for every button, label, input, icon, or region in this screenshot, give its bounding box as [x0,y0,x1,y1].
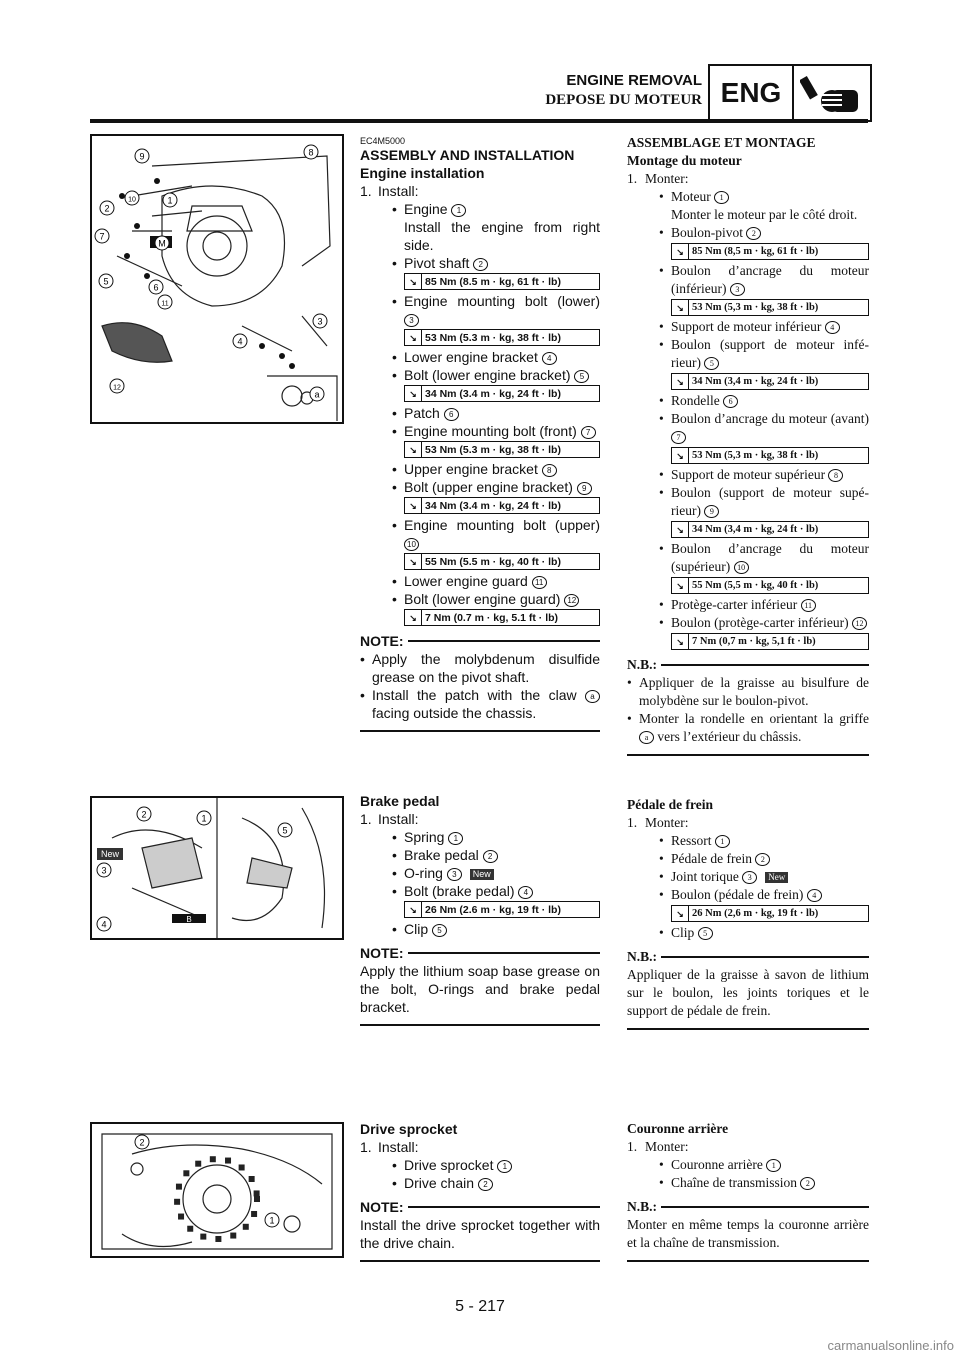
item-text: Drive chain [404,1175,478,1191]
item-text: Drive sprocket [404,1157,498,1173]
item-text: Clip [404,921,433,937]
install-item [627,262,869,298]
callout-number: 7 [671,431,686,444]
callout-number: 10 [734,561,749,574]
torque-wrench-icon: ↘ [405,442,422,457]
torque-value: 7 Nm (0,7 m · kg, 5,1 ft · lb) [692,635,816,647]
callout-number: 6 [444,408,459,421]
torque-spec [404,329,600,346]
claw-callout: a [639,731,654,744]
install-item [627,466,869,484]
assembly-heading-en: ASSEMBLY AND INSTALLATION [360,147,575,163]
torque-value: 26 Nm (2,6 m · kg, 19 ft · lb) [692,907,819,919]
item-text: Couronne arrière [671,1157,767,1172]
callout-label: 5 [282,825,288,836]
notes-fr [627,674,869,746]
torque-wrench-icon: ↘ [672,522,689,537]
item-instruction: Monter le moteur par le côté droit. [671,207,858,222]
torque-wrench-icon: ↘ [672,906,689,921]
step-install-en [360,810,600,828]
item-text: Support de moteur supérieur [671,467,829,482]
install-item [627,188,869,206]
drive-sprocket-heading-en: Drive sprocket [360,1121,458,1137]
callout-number: 2 [755,853,770,866]
torque-value: 34 Nm (3,4 m · kg, 24 ft · lb) [692,375,819,387]
item-text: Boulon (support de moteur infé-rieur) [671,337,869,370]
callout-label: 2 [141,809,147,820]
step-label: Monter: [645,171,689,186]
item-text: Pédale de frein [671,851,756,866]
item-text: Boulon d’ancrage du moteur (avant) [671,411,869,426]
install-item [627,832,869,850]
install-item [627,924,869,942]
brake-pedal-items-fr [627,832,869,942]
item-text: Engine mounting bolt (lower) [404,293,600,309]
callout-number: 1 [766,1159,781,1172]
torque-wrench-icon: ↘ [672,374,689,389]
section2-en [360,792,600,1026]
note-item [360,686,600,722]
item-text: Bolt (lower engine bracket) [404,367,575,383]
item-text: Clip [671,925,698,940]
torque-spec [671,633,869,650]
callout-label: 1 [167,195,173,206]
callout-number: 2 [800,1177,815,1190]
chain-link [195,1161,201,1167]
chain-link [239,1164,245,1170]
note-item: • Apply the molybdenum disulfide grease on the pivot shaft. [360,650,600,686]
callout-number: 10 [404,538,419,551]
callout-number: 3 [404,314,419,327]
torque-value: 53 Nm (5,3 m · kg, 38 ft · lb) [692,301,819,313]
torque-wrench-icon: ↘ [672,634,689,649]
torque-wrench-icon: ↘ [405,610,422,625]
chain-link [183,1170,189,1176]
note-text: Apply the lithium soap base grease on the bolt, O-rings and brake pedal bracket. [360,963,600,1015]
callout-label: 1 [201,813,207,824]
note-text: vers l’extérieur du châssis. [657,729,802,744]
engine-install-items-fr [627,188,869,650]
header-title-fr: DEPOSE DU MOTEUR [545,92,702,108]
callout-number: 3 [447,868,462,881]
note-heading-en [360,1198,600,1216]
install-item [360,864,600,882]
callout-label: M [158,238,166,249]
torque-spec [404,273,600,290]
page-number: 5 - 217 [455,1298,505,1315]
install-item [627,596,869,614]
item-text: Bolt (upper engine bracket) [404,479,577,495]
install-item [360,292,600,328]
section-end-rule [627,1028,869,1030]
item-text: Ressort [671,833,715,848]
install-item [627,410,869,446]
item-text: Boulon (protège-carter inférieur) [671,615,853,630]
callout-number: 1 [497,1160,512,1173]
install-item [360,422,600,440]
item-text: Engine [404,201,452,217]
torque-spec [671,521,869,538]
torque-wrench-icon: ↘ [405,902,422,917]
torque-spec [404,609,600,626]
chain-link [176,1184,182,1190]
torque-wrench-icon: ↘ [672,300,689,315]
callout-label: 10 [128,196,136,204]
drive-sprocket-items-fr [627,1156,869,1192]
callout-label: 9 [139,151,145,162]
callout-label: 2 [104,203,110,214]
item-text: Boulon (pédale de frein) [671,887,807,902]
torque-wrench-icon: ↘ [405,274,422,289]
callout-label: 2 [139,1137,145,1148]
install-item [360,1156,600,1174]
callout-label: 7 [99,231,105,242]
chain-link [225,1158,231,1164]
install-item [627,540,869,576]
install-item [360,516,600,552]
install-item [627,224,869,242]
claw-callout: a [585,690,600,703]
section-end-rule [360,730,600,732]
assembly-heading-fr: ASSEMBLAGE ET MONTAGE [627,135,816,150]
install-item [627,1156,869,1174]
chain-link [230,1233,236,1239]
torque-wrench-icon: ↘ [672,448,689,463]
drive-sprocket-items-en [360,1156,600,1192]
section-end-rule [627,754,869,756]
step-label: Monter: [645,815,689,830]
chain-link [254,1190,260,1196]
note-heading-fr [627,1198,869,1216]
engine-wrench-icon [794,66,870,120]
torque-value: 34 Nm (3.4 m · kg, 24 ft · lb) [425,387,561,400]
brake-pedal-items-en [360,828,600,938]
item-text: O-ring [404,865,447,881]
note-label: NOTE: [360,1199,404,1215]
chain-link [210,1156,216,1162]
note-text: Monter la rondelle en orientant la griffe [639,711,869,726]
install-item [360,846,600,864]
note-label: N.B.: [627,949,657,964]
chain-link [249,1176,255,1182]
torque-value: 26 Nm (2.6 m · kg, 19 ft · lb) [425,903,561,916]
install-item [360,828,600,846]
note-text: Install the drive sprocket together with the drive chain. [360,1217,600,1251]
callout-number: 4 [542,352,557,365]
section3-fr [627,1120,869,1262]
callout-number: 1 [451,204,466,217]
torque-spec [404,497,600,514]
step-label: Monter: [645,1139,689,1154]
note-item [627,710,869,746]
callout-label: 1 [269,1215,275,1226]
item-text: Engine mounting bolt (upper) [404,517,600,533]
step-number: 1. [627,1139,638,1154]
item-text: Boulon-pivot [671,225,747,240]
item-text: Support de moteur inférieur [671,319,825,334]
fig2-new-tag: New [100,849,120,859]
torque-wrench-icon: ↘ [405,498,422,513]
callout-number: 3 [730,283,745,296]
callout-number: 11 [801,599,816,612]
step-install-fr [627,814,869,832]
callout-number: 1 [715,835,730,848]
item-text: Bolt (brake pedal) [404,883,519,899]
drive-sprocket-figure [90,1122,344,1258]
item-text: Chaîne de transmission [671,1175,801,1190]
step-label: Install: [378,1139,419,1155]
header-title-en: ENGINE REMOVAL [566,72,702,89]
step-number: 1. [360,183,372,199]
note-heading-fr [627,948,869,966]
item-text: Spring [404,829,449,845]
item-text: Upper engine bracket [404,461,542,477]
callout-number: 12 [852,617,867,630]
item-text: Pivot shaft [404,255,474,271]
callout-number: 4 [807,889,822,902]
note-text: Monter en même temps la couronne arrière et la chaîne de transmission. [627,1217,869,1250]
item-text: Patch [404,405,444,421]
callout-label: 5 [103,276,109,287]
callout-number: 5 [698,927,713,940]
torque-value: 85 Nm (8,5 m · kg, 61 ft · lb) [692,245,819,257]
callout-number: 4 [825,321,840,334]
item-text: Rondelle [671,393,724,408]
torque-spec [404,385,600,402]
chain-link [254,1196,260,1202]
callout-label: a [314,389,320,400]
step-number: 1. [360,1139,372,1155]
callout-number: 3 [742,871,757,884]
chain-link [243,1224,249,1230]
install-item [627,868,869,886]
section3-en [360,1120,600,1262]
engine-installation-figure [90,134,344,424]
install-item [627,1174,869,1192]
drive-sprocket-diagram [92,1124,342,1256]
note-item: • Appliquer de la graisse au bisulfure de molybdène sur le boulon-pivot. [627,674,869,710]
callout-label: 8 [308,147,314,158]
callout-number: 6 [723,395,738,408]
callout-label: 12 [113,384,121,392]
callout-label: 6 [153,282,159,293]
item-text: Lower engine guard [404,573,532,589]
note-label: NOTE: [360,945,404,961]
callout-number: 1 [448,832,463,845]
step-label: Install: [378,811,419,827]
callout-label: 4 [101,919,107,930]
section-badge [708,64,872,122]
note-text: Install the patch with the claw [372,687,577,703]
note-heading-fr [627,656,869,674]
step-number: 1. [627,171,638,186]
new-part-tag: New [765,872,788,883]
torque-wrench-icon: ↘ [405,386,422,401]
item-text: Brake pedal [404,847,483,863]
install-item [627,318,869,336]
callout-number: 4 [518,886,533,899]
engine-installation-diagram [92,136,342,422]
badge-label: ENG [710,66,794,120]
brake-pedal-heading-en: Brake pedal [360,793,440,809]
watermark: carmanualsonline.info [827,1338,954,1353]
step-install-fr [627,1138,869,1156]
item-text: Moteur [671,189,715,204]
brake-pedal-figure [90,796,344,940]
callout-number: 2 [478,1178,493,1191]
callout-label: 3 [317,316,323,327]
torque-spec [404,553,600,570]
torque-spec [671,577,869,594]
callout-number: 2 [473,258,488,271]
note-text: facing outside the chassis. [372,705,537,721]
brake-pedal-heading-fr: Pédale de frein [627,797,713,812]
chain-link [215,1236,221,1242]
install-item [360,366,600,384]
torque-wrench-icon: ↘ [672,578,689,593]
engine-install-items-en [360,200,600,626]
callout-number: 1 [714,191,729,204]
torque-wrench-icon: ↘ [405,330,422,345]
torque-wrench-icon: ↘ [405,554,422,569]
torque-value: 34 Nm (3,4 m · kg, 24 ft · lb) [692,523,819,535]
callout-number: 5 [704,357,719,370]
callout-number: 5 [432,924,447,937]
callout-number: 7 [581,426,596,439]
torque-value: 53 Nm (5,3 m · kg, 38 ft · lb) [692,449,819,461]
new-part-tag: New [470,869,494,880]
notes-en [360,650,600,722]
note-heading-en [360,632,600,650]
install-item [360,200,600,218]
section-end-rule [360,1024,600,1026]
callout-number: 11 [532,576,547,589]
install-item [627,336,869,372]
fig2-label-B: B [186,915,192,924]
install-item [360,1174,600,1192]
step-install-en [360,182,600,200]
item-text: Bolt (lower engine guard) [404,591,565,607]
torque-spec [671,905,869,922]
item-text: Lower engine bracket [404,349,542,365]
section-end-rule [360,1260,600,1262]
install-item [360,882,600,900]
install-item [360,348,600,366]
note-heading-en [360,944,600,962]
install-item [627,484,869,520]
section1-fr [627,134,869,756]
step-number: 1. [627,815,638,830]
torque-spec [671,447,869,464]
engine-installation-heading-en: Engine installation [360,165,485,181]
chain-link [187,1226,193,1232]
torque-wrench-icon: ↘ [672,244,689,259]
engine-installation-heading-fr: Montage du moteur [627,153,742,168]
note-label: N.B.: [627,1199,657,1214]
chain-link [174,1199,180,1205]
install-item [360,478,600,496]
callout-number: 12 [564,594,579,607]
callout-number: 8 [542,464,557,477]
section2-fr [627,796,869,1030]
step-number: 1. [360,811,372,827]
step-install-fr [627,170,869,188]
section1-en [360,136,600,732]
item-instruction: Install the engine from right side. [404,219,600,253]
item-text: Joint torique [671,869,743,884]
callout-number: 2 [483,850,498,863]
callout-number: 9 [704,505,719,518]
item-text: Boulon (support de moteur supé-rieur) [671,485,869,518]
torque-value: 55 Nm (5.5 m · kg, 40 ft · lb) [425,555,561,568]
install-item [360,254,600,272]
step-install-en [360,1138,600,1156]
torque-value: 53 Nm (5.3 m · kg, 38 ft · lb) [425,331,561,344]
item-text: Boulon d’ancrage du moteur (supérieur) [671,541,869,574]
install-item [627,850,869,868]
section-end-rule [627,1260,869,1262]
callout-label: 4 [237,336,243,347]
install-item [360,590,600,608]
install-item [360,460,600,478]
drive-sprocket-heading-fr: Couronne arrière [627,1121,729,1136]
item-text: Boulon d’ancrage du moteur (inférieur) [671,263,869,296]
callout-number: 8 [828,469,843,482]
chain-link [251,1211,257,1217]
callout-label: 3 [101,865,107,876]
install-item [360,572,600,590]
torque-value: 85 Nm (8.5 m · kg, 61 ft · lb) [425,275,561,288]
callout-number: 9 [577,482,592,495]
install-item [627,886,869,904]
torque-spec [671,299,869,316]
torque-value: 34 Nm (3.4 m · kg, 24 ft · lb) [425,499,561,512]
install-item [360,404,600,422]
step-label: Install: [378,183,419,199]
torque-spec [404,441,600,458]
brake-pedal-diagram [92,798,342,938]
callout-number: 2 [746,227,761,240]
torque-value: 55 Nm (5,5 m · kg, 40 ft · lb) [692,579,819,591]
torque-spec [671,373,869,390]
note-label: NOTE: [360,633,404,649]
torque-spec [671,243,869,260]
install-item [627,392,869,410]
header-rule [90,119,868,123]
note-text: Appliquer de la graisse à savon de lithium sur le boulon, les joints toriques et le support de pédale de frein. [627,967,869,1018]
torque-value: 7 Nm (0.7 m · kg, 5.1 ft · lb) [425,611,559,624]
item-text: Protège-carter inférieur [671,597,801,612]
install-item [360,920,600,938]
section-code: EC4M5000 [360,136,406,146]
torque-value: 53 Nm (5.3 m · kg, 38 ft · lb) [425,443,561,456]
callout-label: 11 [161,300,169,308]
install-item [627,614,869,632]
note-label: N.B.: [627,657,657,672]
chain-link [200,1234,206,1240]
torque-spec [404,901,600,918]
callout-number: 5 [574,370,589,383]
item-text: Engine mounting bolt (front) [404,423,581,439]
chain-link [178,1214,184,1220]
